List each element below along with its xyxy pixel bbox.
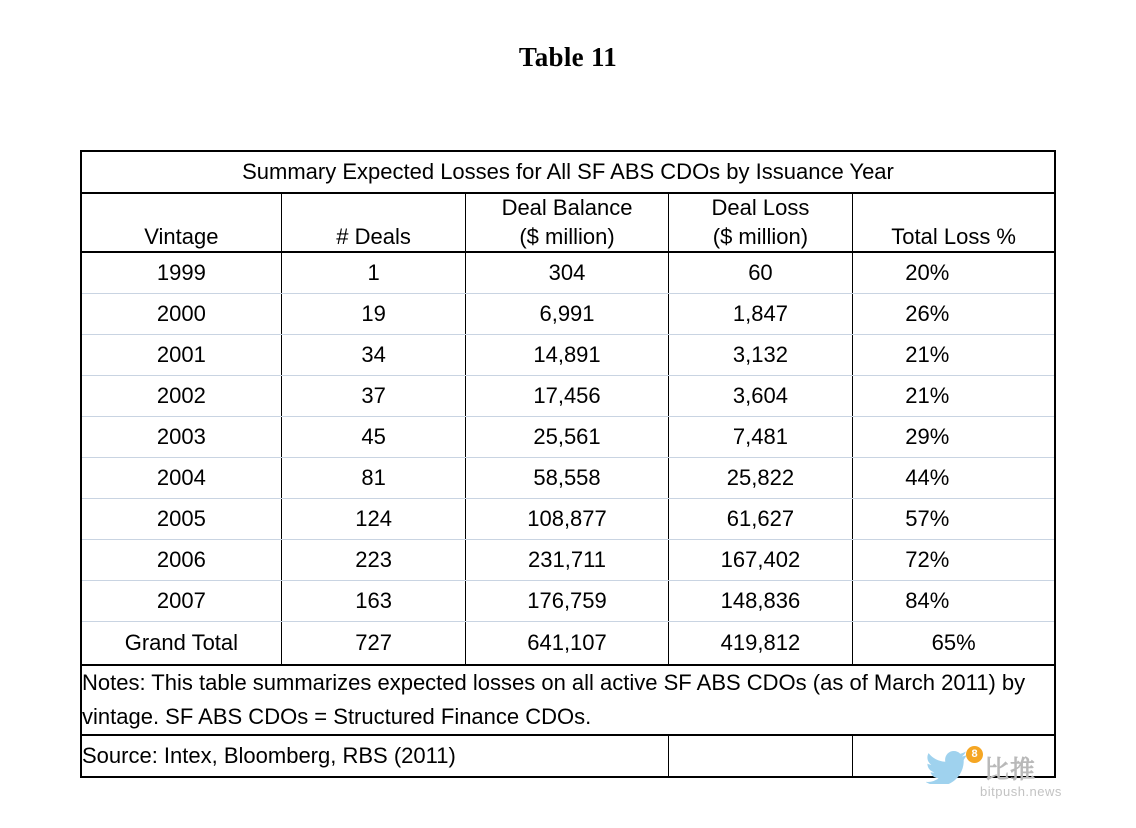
cell-deals: 34	[281, 335, 466, 376]
table-row	[82, 417, 1054, 458]
cell-balance: 108,877	[466, 499, 668, 540]
cell-loss: 7,481	[668, 417, 853, 458]
cell-deals: 163	[281, 581, 466, 622]
cell-balance: 14,891	[466, 335, 668, 376]
column-header-deal-loss-line2: ($ million)	[712, 223, 809, 249]
column-header-deal-balance-line2: ($ million)	[519, 223, 615, 249]
column-header-vintage	[82, 193, 281, 252]
cell-balance: 25,561	[466, 417, 668, 458]
watermark-name: 比推	[984, 756, 1037, 784]
column-header-deal-loss-line1: Deal Loss	[711, 195, 810, 220]
cell-grand-total-percent: 65%	[853, 622, 1054, 666]
cell-deals: 1	[281, 252, 466, 294]
table-row	[82, 499, 1054, 540]
table-row	[82, 335, 1054, 376]
cell-loss: 1,847	[668, 294, 853, 335]
source-spacer-cell-1	[668, 735, 853, 776]
cell-loss: 60	[668, 252, 853, 294]
table-header-row	[82, 193, 1054, 252]
badge-count: 8	[966, 746, 983, 763]
cell-vintage: 2001	[82, 335, 281, 376]
column-header-deal-balance-line1: Deal Balance	[501, 195, 633, 220]
column-header-vintage-line2: Vintage	[144, 223, 219, 249]
cell-balance: 231,711	[466, 540, 668, 581]
column-header-total-loss-line2: Total Loss %	[891, 223, 1016, 249]
cell-vintage: 2000	[82, 294, 281, 335]
column-header-deals-line2: # Deals	[336, 223, 411, 249]
source-spacer-cell-2	[853, 735, 1054, 776]
cell-deals: 45	[281, 417, 466, 458]
cell-vintage: 2004	[82, 458, 281, 499]
cell-total-loss: 84%	[853, 581, 1054, 622]
cell-total-loss: 21%	[853, 376, 1054, 417]
cell-loss: 148,836	[668, 581, 853, 622]
cell-total-loss: 57%	[853, 499, 1054, 540]
cell-grand-total-deals: 727	[281, 622, 466, 666]
cell-vintage: 1999	[82, 252, 281, 294]
cell-balance: 17,456	[466, 376, 668, 417]
cell-deals: 81	[281, 458, 466, 499]
table-container	[80, 150, 1056, 778]
cell-balance: 6,991	[466, 294, 668, 335]
cell-balance: 58,558	[466, 458, 668, 499]
cell-deals: 223	[281, 540, 466, 581]
cell-loss: 25,822	[668, 458, 853, 499]
cell-total-loss: 44%	[853, 458, 1054, 499]
cell-vintage: 2005	[82, 499, 281, 540]
cell-total-loss: 29%	[853, 417, 1054, 458]
table-row	[82, 252, 1054, 294]
cell-deals: 19	[281, 294, 466, 335]
page-title: Table 11	[518, 42, 618, 72]
column-header-deals	[281, 193, 466, 252]
column-header-deal-balance	[466, 193, 668, 252]
cell-vintage: 2006	[82, 540, 281, 581]
grand-total-row	[82, 622, 1054, 666]
table-title: Summary Expected Losses for All SF ABS CDOs by Issuance Year	[82, 152, 1054, 193]
column-header-deal-loss	[668, 193, 853, 252]
watermark-site: bitpush.news	[980, 784, 1062, 799]
cell-deals: 37	[281, 376, 466, 417]
table-notes-row	[82, 665, 1054, 735]
table-row	[82, 458, 1054, 499]
cell-total-loss: 26%	[853, 294, 1054, 335]
document-page	[0, 42, 1136, 828]
table-title-row	[82, 152, 1054, 193]
table-row	[82, 294, 1054, 335]
cell-balance: 176,759	[466, 581, 668, 622]
cell-balance: 304	[466, 252, 668, 294]
table-row	[82, 581, 1054, 622]
cell-grand-total-balance: 641,107	[466, 622, 668, 666]
cell-grand-total-loss: 419,812	[668, 622, 853, 666]
cell-loss: 3,604	[668, 376, 853, 417]
cell-grand-total-label: Grand Total	[82, 622, 281, 666]
cell-vintage: 2002	[82, 376, 281, 417]
table-source: Source: Intex, Bloomberg, RBS (2011)	[82, 735, 668, 776]
column-header-total-loss	[853, 193, 1054, 252]
summary-losses-table	[82, 152, 1054, 776]
table-source-row	[82, 735, 1054, 776]
cell-loss: 3,132	[668, 335, 853, 376]
cell-vintage: 2003	[82, 417, 281, 458]
cell-total-loss: 20%	[853, 252, 1054, 294]
cell-total-loss: 21%	[853, 335, 1054, 376]
table-row	[82, 376, 1054, 417]
cell-loss: 167,402	[668, 540, 853, 581]
cell-vintage: 2007	[82, 581, 281, 622]
cell-total-loss: 72%	[853, 540, 1054, 581]
table-notes: Notes: This table summarizes expected losses on all active SF ABS CDOs (as of March 2011) by vintage. SF ABS CDOs = Structured Finance CDOs.	[82, 665, 1054, 735]
cell-deals: 124	[281, 499, 466, 540]
cell-loss: 61,627	[668, 499, 853, 540]
table-row	[82, 540, 1054, 581]
